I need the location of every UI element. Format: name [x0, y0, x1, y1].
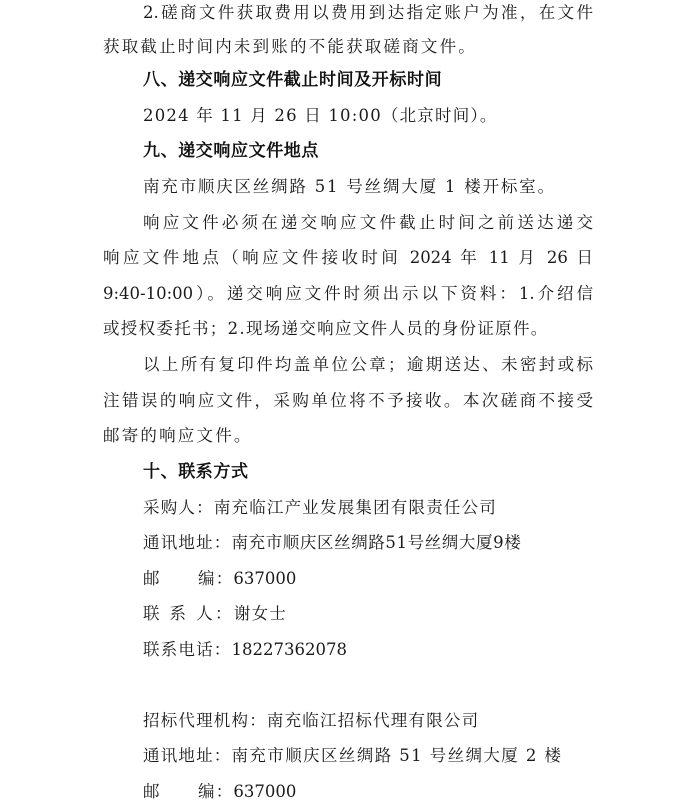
submission-paragraph-line-2: 响应文件地点（响应文件接收时间 2024 年 11 月 26 日	[103, 248, 593, 267]
agency-postcode-row	[143, 780, 296, 804]
agency-address-value: 南充市顺庆区丝绸路 51 号丝绸大厦 2 楼	[231, 746, 563, 765]
purchaser-address-row	[143, 531, 521, 555]
submission-paragraph-line-1: 响应文件必须在递交响应文件截止时间之前送达递交	[143, 213, 593, 232]
submission-deadline: 2024 年 11 月 26 日 10:00（北京时间）。	[143, 106, 498, 125]
purchaser-contact-row	[143, 602, 287, 626]
purchaser-address-value: 南充市顺庆区丝绸路51号丝绸大厦9楼	[231, 533, 522, 552]
submission-location: 南充市顺庆区丝绸路 51 号丝绸大厦 1 楼开标室。	[143, 177, 556, 196]
purchaser-phone-label: 联系电话：	[143, 640, 232, 659]
purchaser-name-label: 采购人：	[143, 498, 214, 517]
purchaser-contact-value: 谢女士	[233, 604, 287, 623]
submission-paragraph-line-3: 9:40-10:00）。递交响应文件时须出示以下资料：1.介绍信	[103, 284, 593, 303]
copies-paragraph-line-1: 以上所有复印件均盖单位公章；逾期送达、未密封或标	[143, 355, 593, 374]
copies-paragraph-line-3: 邮寄的响应文件。	[103, 426, 253, 445]
agency-name-value: 南充临江招标代理有限公司	[266, 711, 480, 730]
purchaser-address-label: 通讯地址：	[143, 533, 232, 552]
purchaser-postcode-row	[143, 567, 296, 591]
purchaser-phone-value: 18227362078	[231, 640, 347, 659]
purchaser-name-value: 南充临江产业发展集团有限责任公司	[213, 498, 498, 517]
section-8-heading: 八、递交响应文件截止时间及开标时间	[143, 70, 443, 90]
purchaser-phone-row	[143, 638, 347, 662]
purchaser-postcode-value: 637000	[233, 569, 297, 588]
copies-paragraph-line-2: 注错误的响应文件，采购单位将不予接收。本次磋商不接受	[103, 391, 593, 410]
purchaser-contact-label: 联 系 人：	[143, 604, 234, 623]
agency-postcode-label-2: 编：	[198, 782, 234, 801]
agency-name-row	[143, 709, 479, 733]
purchaser-postcode-label-2: 编：	[198, 569, 234, 588]
agency-address-label: 通讯地址：	[143, 746, 232, 765]
agency-postcode-label-1: 邮	[143, 782, 161, 801]
purchaser-postcode-label-1: 邮	[143, 569, 161, 588]
agency-postcode-value: 637000	[233, 782, 297, 801]
agency-address-row	[143, 744, 562, 768]
section-10-heading: 十、联系方式	[143, 462, 249, 482]
section-9-heading: 九、递交响应文件地点	[143, 141, 319, 161]
fee-paragraph-line-1: 2.磋商文件获取费用以费用到达指定账户为准，在文件	[143, 3, 593, 22]
submission-paragraph-line-4: 或授权委托书；2.现场递交响应文件人员的身份证原件。	[103, 319, 549, 338]
agency-name-label: 招标代理机构：	[143, 711, 267, 730]
fee-paragraph-line-2: 获取截止时间内未到账的不能获取磋商文件。	[103, 37, 477, 56]
purchaser-name-row	[143, 496, 497, 520]
